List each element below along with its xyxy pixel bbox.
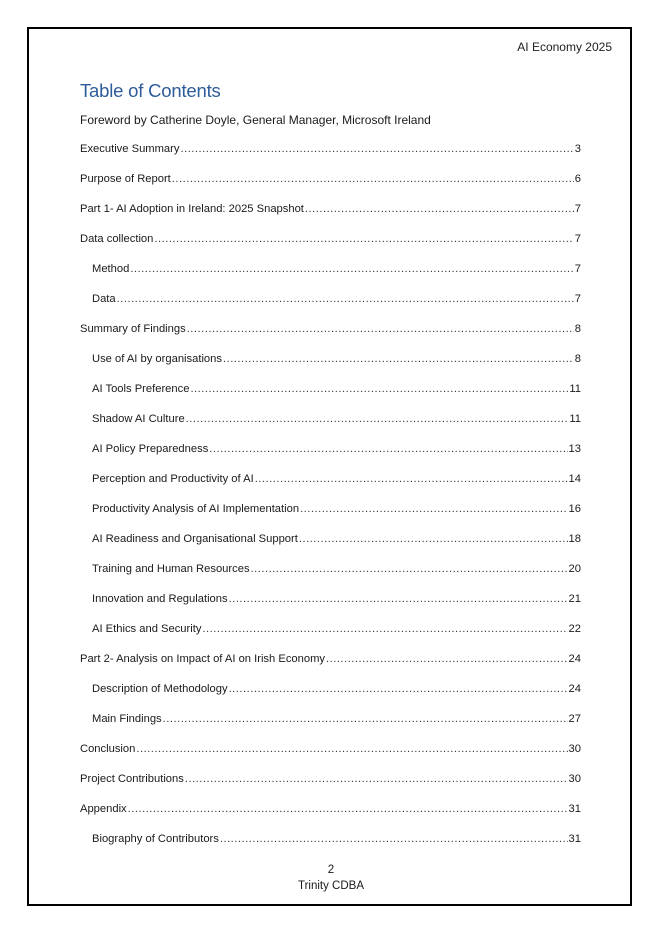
toc-entry-label: Method: [92, 263, 130, 275]
toc-entry-page: 8: [574, 353, 581, 365]
toc-entry[interactable]: [80, 533, 581, 563]
toc-entry-label: Conclusion: [80, 743, 136, 755]
toc-dot-leader: [186, 413, 569, 425]
toc-entry-page: 6: [574, 173, 581, 185]
toc-dot-leader: [223, 353, 574, 365]
page-number: 2: [327, 864, 335, 876]
toc-dot-leader: [190, 383, 568, 395]
toc-title: Table of Contents: [80, 80, 221, 101]
toc-dot-leader: [185, 773, 568, 785]
toc-entry[interactable]: [80, 713, 581, 743]
toc-entry-page: 24: [568, 653, 581, 665]
toc-entry-page: 7: [574, 263, 581, 275]
toc-entry-page: 3: [574, 143, 581, 155]
toc-dot-leader: [209, 443, 567, 455]
toc-dot-leader: [136, 743, 567, 755]
toc-entry[interactable]: [80, 803, 581, 833]
toc-dot-leader: [220, 833, 568, 845]
toc-entry[interactable]: [80, 443, 581, 473]
toc-entry-page: 31: [568, 803, 581, 815]
toc-entry-label: Summary of Findings: [80, 323, 186, 335]
toc-entry[interactable]: [80, 473, 581, 503]
toc-dot-leader: [163, 713, 568, 725]
toc-entry[interactable]: [80, 263, 581, 293]
toc-entry-page: 24: [568, 683, 581, 695]
toc-dot-leader: [255, 473, 568, 485]
toc-entry-label: Part 2- Analysis on Impact of AI on Irish Economy: [80, 653, 325, 665]
toc-dot-leader: [202, 623, 567, 635]
toc-entry-page: 21: [568, 593, 581, 605]
toc-entry[interactable]: [80, 743, 581, 773]
toc-entry-page: 7: [574, 203, 581, 215]
toc-dot-leader: [187, 323, 574, 335]
toc-entry-label: Appendix: [80, 803, 127, 815]
toc-dot-leader: [300, 503, 567, 515]
toc-entry-label: Use of AI by organisations: [92, 353, 222, 365]
toc-dot-leader: [117, 293, 574, 305]
toc-entry-label: Training and Human Resources: [92, 563, 250, 575]
toc-entry-page: 30: [568, 743, 581, 755]
toc-foreword[interactable]: Foreword by Catherine Doyle, General Manager, Microsoft Ireland: [80, 113, 431, 127]
toc-entry-label: AI Readiness and Organisational Support: [92, 533, 298, 545]
toc-dot-leader: [229, 683, 568, 695]
toc-entry-page: 16: [568, 503, 581, 515]
toc-entry-page: 20: [568, 563, 581, 575]
toc-entry-page: 8: [574, 323, 581, 335]
toc-entry-page: 22: [568, 623, 581, 635]
toc-entry-label: Perception and Productivity of AI: [92, 473, 254, 485]
toc-dot-leader: [154, 233, 573, 245]
toc-entry[interactable]: [80, 173, 581, 203]
toc-entry-label: Biography of Contributors: [92, 833, 219, 845]
toc-entry-label: AI Policy Preparedness: [92, 443, 209, 455]
toc-entry-label: Part 1- AI Adoption in Ireland: 2025 Snapshot: [80, 203, 304, 215]
toc-entry-label: Shadow AI Culture: [92, 413, 185, 425]
toc-entry[interactable]: [80, 383, 581, 413]
toc-dot-leader: [128, 803, 568, 815]
toc-entry-page: 27: [568, 713, 581, 725]
toc-entry[interactable]: [80, 143, 581, 173]
toc-entry-label: Innovation and Regulations: [92, 593, 228, 605]
toc-entry-label: Executive Summary: [80, 143, 180, 155]
toc-entry[interactable]: [80, 293, 581, 323]
toc-entry-page: 14: [568, 473, 581, 485]
toc-entry-page: 7: [574, 233, 581, 245]
toc-entry-label: AI Ethics and Security: [92, 623, 202, 635]
toc-entry[interactable]: [80, 623, 581, 653]
toc-entry[interactable]: [80, 773, 581, 803]
toc-entry-page: 31: [568, 833, 581, 845]
toc-entry[interactable]: [80, 593, 581, 623]
toc-entry-page: 11: [569, 383, 581, 395]
toc-entry[interactable]: [80, 683, 581, 713]
toc-entry-label: Description of Methodology: [92, 683, 228, 695]
toc-entry-page: 18: [568, 533, 581, 545]
running-header: AI Economy 2025: [517, 40, 612, 54]
toc-entry-page: 13: [568, 443, 581, 455]
toc-entry[interactable]: [80, 503, 581, 533]
toc-dot-leader: [180, 143, 573, 155]
toc-entry-label: Project Contributions: [80, 773, 184, 785]
toc-entry-label: Main Findings: [92, 713, 162, 725]
footer-organisation: Trinity CDBA: [297, 880, 365, 892]
toc-dot-leader: [229, 593, 568, 605]
toc-dot-leader: [305, 203, 574, 215]
toc-dot-leader: [326, 653, 568, 665]
toc-dot-leader: [130, 263, 573, 275]
toc-list: [80, 143, 581, 863]
toc-dot-leader: [251, 563, 568, 575]
toc-entry[interactable]: [80, 653, 581, 683]
toc-entry-label: Productivity Analysis of AI Implementation: [92, 503, 300, 515]
toc-entry-label: Data: [92, 293, 116, 305]
toc-entry[interactable]: [80, 833, 581, 863]
toc-dot-leader: [172, 173, 574, 185]
toc-entry-label: Purpose of Report: [80, 173, 171, 185]
toc-entry[interactable]: [80, 233, 581, 263]
toc-entry[interactable]: [80, 563, 581, 593]
toc-entry-label: AI Tools Preference: [92, 383, 190, 395]
toc-entry-label: Data collection: [80, 233, 154, 245]
toc-entry[interactable]: [80, 413, 581, 443]
toc-entry[interactable]: [80, 203, 581, 233]
toc-entry-page: 11: [569, 413, 581, 425]
toc-entry-page: 7: [574, 293, 581, 305]
toc-entry[interactable]: [80, 353, 581, 383]
toc-dot-leader: [299, 533, 568, 545]
toc-entry[interactable]: [80, 323, 581, 353]
toc-entry-page: 30: [568, 773, 581, 785]
